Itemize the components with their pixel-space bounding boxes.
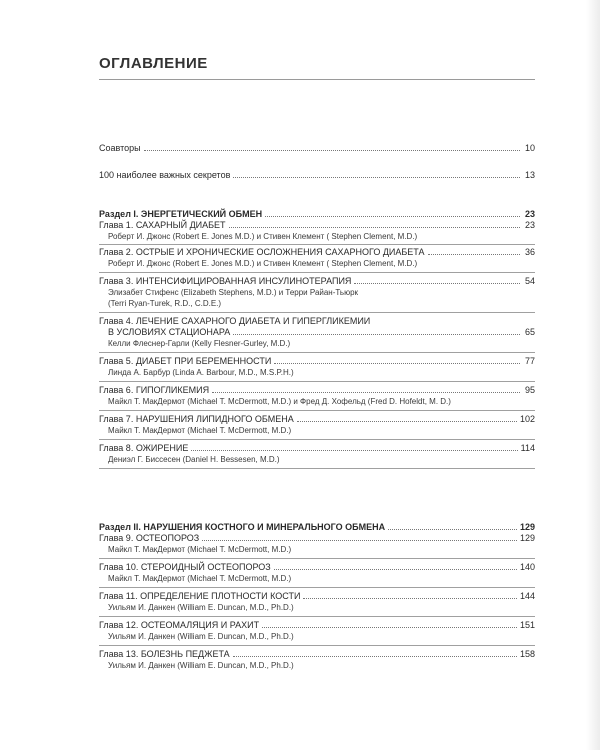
toc-label: Глава 12. ОСТЕОМАЛЯЦИЯ И РАХИТ	[99, 620, 260, 630]
toc-page: 54	[524, 276, 535, 286]
toc-entry-secrets[interactable]	[99, 170, 535, 181]
toc-leader	[388, 522, 517, 530]
toc-chapter-5[interactable]	[99, 356, 535, 367]
chapter-authors: Линда А. Барбур (Linda A. Barbour, M.D., M.S.P.H.)	[108, 368, 294, 377]
toc-leader	[233, 649, 517, 657]
entry-divider	[99, 616, 535, 617]
toc-leader	[303, 591, 517, 599]
toc-page: 77	[524, 356, 535, 366]
chapter-authors: Роберт И. Джонс (Robert E. Jones M.D.) и Стивен Клемент ( Stephen Clement, M.D.)	[108, 232, 418, 241]
chapter-authors: Уильям И. Данкен (William E. Duncan, M.D., Ph.D.)	[108, 632, 294, 641]
entry-divider	[99, 410, 535, 411]
entry-divider	[99, 312, 535, 313]
toc-label: Глава 3. ИНТЕНСИФИЦИРОВАННАЯ ИНСУЛИНОТЕРАПИЯ	[99, 276, 352, 286]
toc-label: Раздел I. ЭНЕРГЕТИЧЕСКИЙ ОБМЕН	[99, 209, 263, 219]
toc-leader	[354, 276, 520, 284]
chapter-authors-continued: (Terri Ryan-Turek, R.D., C.D.E.)	[108, 299, 222, 308]
front-matter	[99, 143, 535, 181]
toc-label: Глава 11. ОПРЕДЕЛЕНИЕ ПЛОТНОСТИ КОСТИ	[99, 591, 301, 601]
entry-divider	[99, 244, 535, 245]
title-divider	[99, 79, 535, 80]
page-title: ОГЛАВЛЕНИЕ	[99, 55, 208, 72]
entry-divider	[99, 352, 535, 353]
toc-chapter-8[interactable]	[99, 443, 535, 454]
chapter-authors: Майкл Т. МакДермот (Michael T. McDermott, M.D.)	[108, 545, 292, 554]
toc-page: 144	[519, 591, 535, 601]
toc-page: 65	[524, 327, 535, 337]
toc-page: 140	[519, 562, 535, 572]
toc-label: Раздел II. НАРУШЕНИЯ КОСТНОГО И МИНЕРАЛЬНОГО ОБМЕНА	[99, 522, 386, 532]
part-1-section	[99, 209, 535, 469]
toc-chapter-1[interactable]	[99, 220, 535, 231]
toc-part-1[interactable]	[99, 209, 535, 220]
toc-leader	[233, 170, 520, 178]
toc-leader	[297, 414, 517, 422]
toc-leader	[191, 443, 517, 451]
toc-page: 102	[519, 414, 535, 424]
toc-label: Глава 5. ДИАБЕТ ПРИ БЕРЕМЕННОСТИ	[99, 356, 272, 366]
toc-page: 158	[519, 649, 535, 659]
entry-divider	[99, 558, 535, 559]
section-divider	[99, 468, 535, 469]
toc-page: 13	[524, 170, 535, 180]
toc-page: 23	[524, 209, 535, 219]
chapter-authors: Роберт И. Джонс (Robert E. Jones M.D.) и Стивен Клемент ( Stephen Clement, M.D.)	[108, 259, 418, 268]
toc-label: В УСЛОВИЯХ СТАЦИОНАРА	[108, 327, 231, 337]
entry-divider	[99, 272, 535, 273]
toc-leader	[144, 143, 520, 151]
toc-label: Глава 1. САХАРНЫЙ ДИАБЕТ	[99, 220, 226, 230]
toc-chapter-2[interactable]	[99, 247, 535, 258]
toc-label: Глава 2. ОСТРЫЕ И ХРОНИЧЕСКИЕ ОСЛОЖНЕНИЯ САХАРНОГО ДИАБЕТА	[99, 247, 425, 257]
toc-chapter-10[interactable]	[99, 562, 535, 573]
toc-chapter-4[interactable]	[99, 327, 535, 338]
toc-chapter-12[interactable]	[99, 620, 535, 631]
toc-leader	[274, 356, 520, 364]
chapter-authors: Элизабет Стифенс (Elizabeth Stephens, M.D.) и Терри Райан-Тьюрк	[108, 288, 359, 297]
toc-label: Глава 8. ОЖИРЕНИЕ	[99, 443, 189, 453]
entry-divider	[99, 587, 535, 588]
toc-label: Глава 13. БОЛЕЗНЬ ПЕДЖЕТА	[99, 649, 230, 659]
toc-chapter-3[interactable]	[99, 276, 535, 287]
toc-page: 10	[524, 143, 535, 153]
chapter-authors: Келли Флеснер-Гарли (Kelly Flesner-Gurley, M.D.)	[108, 339, 291, 348]
toc-leader	[428, 247, 520, 255]
toc-page: 114	[520, 443, 535, 453]
toc-page: 129	[519, 533, 535, 543]
toc-page: 36	[524, 247, 535, 257]
toc-leader	[233, 327, 520, 335]
toc-page: 95	[524, 385, 535, 395]
part-2-section	[99, 522, 535, 671]
toc-chapter-11[interactable]	[99, 591, 535, 602]
toc-chapter-13[interactable]	[99, 649, 535, 660]
toc-chapter-4-line1[interactable]: Глава 4. ЛЕЧЕНИЕ САХАРНОГО ДИАБЕТА И ГИПЕРГЛИКЕМИИ	[99, 316, 371, 326]
toc-label: Глава 6. ГИПОГЛИКЕМИЯ	[99, 385, 210, 395]
toc-leader	[202, 533, 517, 541]
toc-chapter-9[interactable]	[99, 533, 535, 544]
toc-leader	[274, 562, 517, 570]
chapter-authors: Уильям И. Данкен (William E. Duncan, M.D., Ph.D.)	[108, 603, 294, 612]
chapter-authors: Майкл Т. МакДермот (Michael T. McDermott, M.D.)	[108, 574, 292, 583]
toc-label: 100 наиболее важных секретов	[99, 170, 231, 180]
toc-label: Глава 10. СТЕРОИДНЫЙ ОСТЕОПОРОЗ	[99, 562, 271, 572]
entry-divider	[99, 381, 535, 382]
toc-page: 151	[519, 620, 535, 630]
toc-label: Соавторы	[99, 143, 141, 153]
toc-leader	[262, 620, 517, 628]
toc-leader	[265, 209, 520, 217]
toc-leader	[212, 385, 520, 393]
toc-page: 23	[524, 220, 535, 230]
toc-label: Глава 9. ОСТЕОПОРОЗ	[99, 533, 200, 543]
chapter-authors: Майкл Т. МакДермот (Michael T. McDermott, M.D.) и Фред Д. Хофельд (Fred D. Hofeldt, M. D.)	[108, 397, 451, 406]
chapter-authors: Уильям И. Данкен (William E. Duncan, M.D., Ph.D.)	[108, 661, 294, 670]
chapter-authors: Дениэл Г. Биссесен (Daniel H. Bessesen, M.D.)	[108, 455, 280, 464]
page-edge-shadow	[586, 0, 600, 750]
toc-label: Глава 7. НАРУШЕНИЯ ЛИПИДНОГО ОБМЕНА	[99, 414, 294, 424]
toc-part-2[interactable]	[99, 522, 535, 533]
entry-divider	[99, 645, 535, 646]
chapter-authors: Майкл Т. МакДермот (Michael T. McDermott, M.D.)	[108, 426, 292, 435]
toc-chapter-6[interactable]	[99, 385, 535, 396]
toc-leader	[229, 220, 520, 228]
toc-page: 129	[519, 522, 535, 532]
entry-divider	[99, 439, 535, 440]
toc-chapter-7[interactable]	[99, 414, 535, 425]
toc-entry-coauthors[interactable]	[99, 143, 535, 154]
